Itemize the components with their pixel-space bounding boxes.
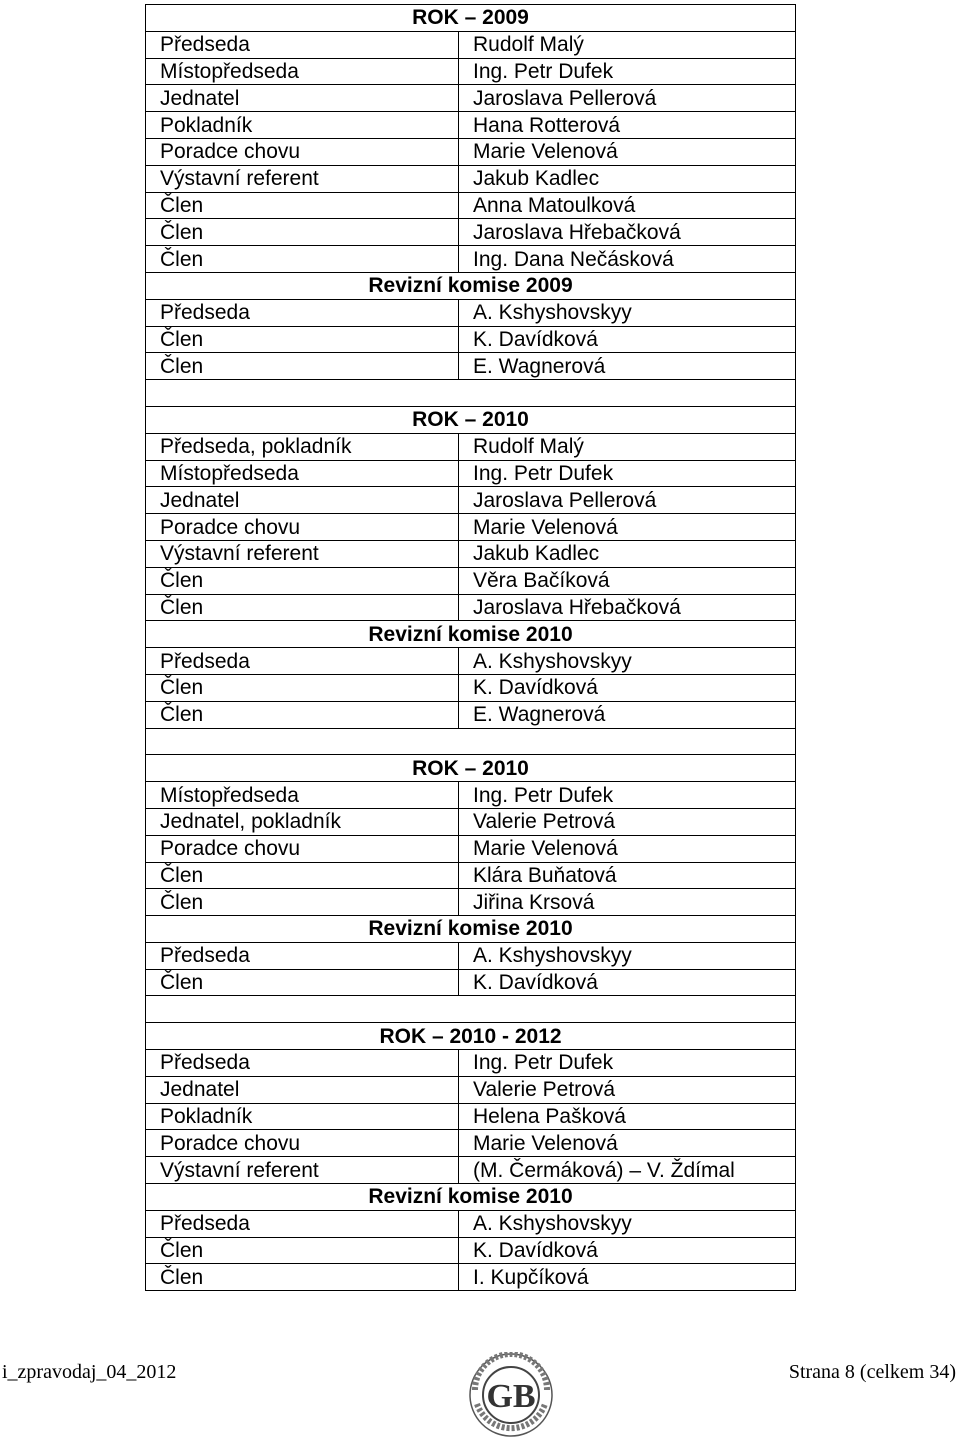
role-cell: Předseda <box>146 942 459 969</box>
role-cell: Předseda <box>146 31 459 58</box>
table-row <box>146 246 796 273</box>
committee-table <box>145 4 796 1291</box>
audit-committee-heading: Revizní komise 2010 <box>146 621 796 648</box>
person-cell: Jaroslava Hřebačková <box>459 594 796 621</box>
person-cell: Rudolf Malý <box>459 433 796 460</box>
table-row <box>146 1076 796 1103</box>
person-cell: Marie Velenová <box>459 1130 796 1157</box>
table-row <box>146 85 796 112</box>
person-cell: Klára Buňatová <box>459 862 796 889</box>
role-cell: Člen <box>146 594 459 621</box>
table-row <box>146 835 796 862</box>
committee-table-body <box>146 5 796 1291</box>
person-cell: Jakub Kadlec <box>459 540 796 567</box>
role-cell: Místopředseda <box>146 58 459 85</box>
person-cell: Ing. Petr Dufek <box>459 782 796 809</box>
person-cell: Jakub Kadlec <box>459 165 796 192</box>
role-cell: Člen <box>146 246 459 273</box>
table-row <box>146 1157 796 1184</box>
role-cell: Výstavní referent <box>146 540 459 567</box>
table-row <box>146 889 796 916</box>
person-cell: Marie Velenová <box>459 514 796 541</box>
role-cell: Člen <box>146 192 459 219</box>
role-cell: Poradce chovu <box>146 1130 459 1157</box>
person-cell: Jiřina Krsová <box>459 889 796 916</box>
person-cell: Rudolf Malý <box>459 31 796 58</box>
table-row <box>146 701 796 728</box>
spacer-cell <box>146 380 796 407</box>
year-heading: ROK – 2010 <box>146 406 796 433</box>
section-header-row <box>146 406 796 433</box>
spacer-cell <box>146 728 796 755</box>
person-cell: I. Kupčíková <box>459 1264 796 1291</box>
table-row <box>146 219 796 246</box>
person-cell: Helena Pašková <box>459 1103 796 1130</box>
role-cell: Člen <box>146 219 459 246</box>
person-cell: K. Davídková <box>459 674 796 701</box>
role-cell: Člen <box>146 1264 459 1291</box>
table-row <box>146 942 796 969</box>
role-cell: Předseda <box>146 1210 459 1237</box>
person-cell: Anna Matoulková <box>459 192 796 219</box>
role-cell: Poradce chovu <box>146 835 459 862</box>
role-cell: Člen <box>146 326 459 353</box>
person-cell: Marie Velenová <box>459 138 796 165</box>
section-header-row <box>146 916 796 943</box>
person-cell: K. Davídková <box>459 326 796 353</box>
table-row <box>146 58 796 85</box>
year-heading: ROK – 2010 <box>146 755 796 782</box>
table-row <box>146 674 796 701</box>
table-row <box>146 1264 796 1291</box>
table-row <box>146 594 796 621</box>
person-cell: E. Wagnerová <box>459 701 796 728</box>
audit-committee-heading: Revizní komise 2009 <box>146 272 796 299</box>
role-cell: Jednatel <box>146 1076 459 1103</box>
person-cell: Věra Bačíková <box>459 567 796 594</box>
spacer-row <box>146 728 796 755</box>
role-cell: Místopředseda <box>146 782 459 809</box>
table-row <box>146 969 796 996</box>
table-row <box>146 808 796 835</box>
table-row <box>146 567 796 594</box>
table-row <box>146 487 796 514</box>
section-header-row <box>146 5 796 32</box>
role-cell: Výstavní referent <box>146 1157 459 1184</box>
person-cell: A. Kshyshovskyy <box>459 648 796 675</box>
person-cell: Valerie Petrová <box>459 808 796 835</box>
section-header-row <box>146 1184 796 1211</box>
person-cell: Jaroslava Pellerová <box>459 487 796 514</box>
role-cell: Člen <box>146 889 459 916</box>
table-row <box>146 1237 796 1264</box>
section-header-row <box>146 272 796 299</box>
role-cell: Předseda <box>146 299 459 326</box>
club-logo <box>462 1352 560 1438</box>
person-cell: Ing. Dana Nečásková <box>459 246 796 273</box>
spacer-row <box>146 996 796 1023</box>
table-row <box>146 165 796 192</box>
role-cell: Předseda <box>146 1050 459 1077</box>
person-cell: K. Davídková <box>459 1237 796 1264</box>
person-cell: A. Kshyshovskyy <box>459 942 796 969</box>
role-cell: Jednatel <box>146 85 459 112</box>
audit-committee-heading: Revizní komise 2010 <box>146 916 796 943</box>
section-header-row <box>146 755 796 782</box>
table-row <box>146 648 796 675</box>
person-cell: K. Davídková <box>459 969 796 996</box>
table-row <box>146 1130 796 1157</box>
logo-monogram: GB <box>486 1378 536 1415</box>
table-row <box>146 862 796 889</box>
section-header-row <box>146 1023 796 1050</box>
year-heading: ROK – 2010 - 2012 <box>146 1023 796 1050</box>
table-row <box>146 1103 796 1130</box>
role-cell: Člen <box>146 1237 459 1264</box>
role-cell: Člen <box>146 353 459 380</box>
person-cell: Hana Rotterová <box>459 112 796 139</box>
table-row <box>146 138 796 165</box>
person-cell: (M. Čermáková) – V. Ždímal <box>459 1157 796 1184</box>
table-row <box>146 112 796 139</box>
table-row <box>146 31 796 58</box>
spacer-cell <box>146 996 796 1023</box>
table-row <box>146 1210 796 1237</box>
person-cell: Jaroslava Pellerová <box>459 85 796 112</box>
role-cell: Jednatel, pokladník <box>146 808 459 835</box>
table-row <box>146 514 796 541</box>
table-row <box>146 433 796 460</box>
table-row <box>146 326 796 353</box>
role-cell: Předseda, pokladník <box>146 433 459 460</box>
table-row <box>146 782 796 809</box>
role-cell: Výstavní referent <box>146 165 459 192</box>
person-cell: Valerie Petrová <box>459 1076 796 1103</box>
role-cell: Člen <box>146 674 459 701</box>
section-header-row <box>146 621 796 648</box>
role-cell: Pokladník <box>146 112 459 139</box>
person-cell: Ing. Petr Dufek <box>459 1050 796 1077</box>
committee-sheet <box>145 4 796 1291</box>
role-cell: Pokladník <box>146 1103 459 1130</box>
role-cell: Jednatel <box>146 487 459 514</box>
person-cell: Marie Velenová <box>459 835 796 862</box>
table-row <box>146 353 796 380</box>
table-row <box>146 460 796 487</box>
footer-filename: i_zpravodaj_04_2012 <box>2 1361 177 1383</box>
role-cell: Člen <box>146 969 459 996</box>
footer-page-number: Strana 8 (celkem 34) <box>788 1361 956 1383</box>
spacer-row <box>146 380 796 407</box>
role-cell: Člen <box>146 701 459 728</box>
role-cell: Člen <box>146 567 459 594</box>
role-cell: Poradce chovu <box>146 138 459 165</box>
role-cell: Poradce chovu <box>146 514 459 541</box>
role-cell: Člen <box>146 862 459 889</box>
table-row <box>146 192 796 219</box>
person-cell: Jaroslava Hřebačková <box>459 219 796 246</box>
table-row <box>146 540 796 567</box>
table-row <box>146 1050 796 1077</box>
role-cell: Místopředseda <box>146 460 459 487</box>
person-cell: Ing. Petr Dufek <box>459 58 796 85</box>
person-cell: A. Kshyshovskyy <box>459 1210 796 1237</box>
person-cell: E. Wagnerová <box>459 353 796 380</box>
year-heading: ROK – 2009 <box>146 5 796 32</box>
person-cell: Ing. Petr Dufek <box>459 460 796 487</box>
role-cell: Předseda <box>146 648 459 675</box>
person-cell: A. Kshyshovskyy <box>459 299 796 326</box>
audit-committee-heading: Revizní komise 2010 <box>146 1184 796 1211</box>
table-row <box>146 299 796 326</box>
